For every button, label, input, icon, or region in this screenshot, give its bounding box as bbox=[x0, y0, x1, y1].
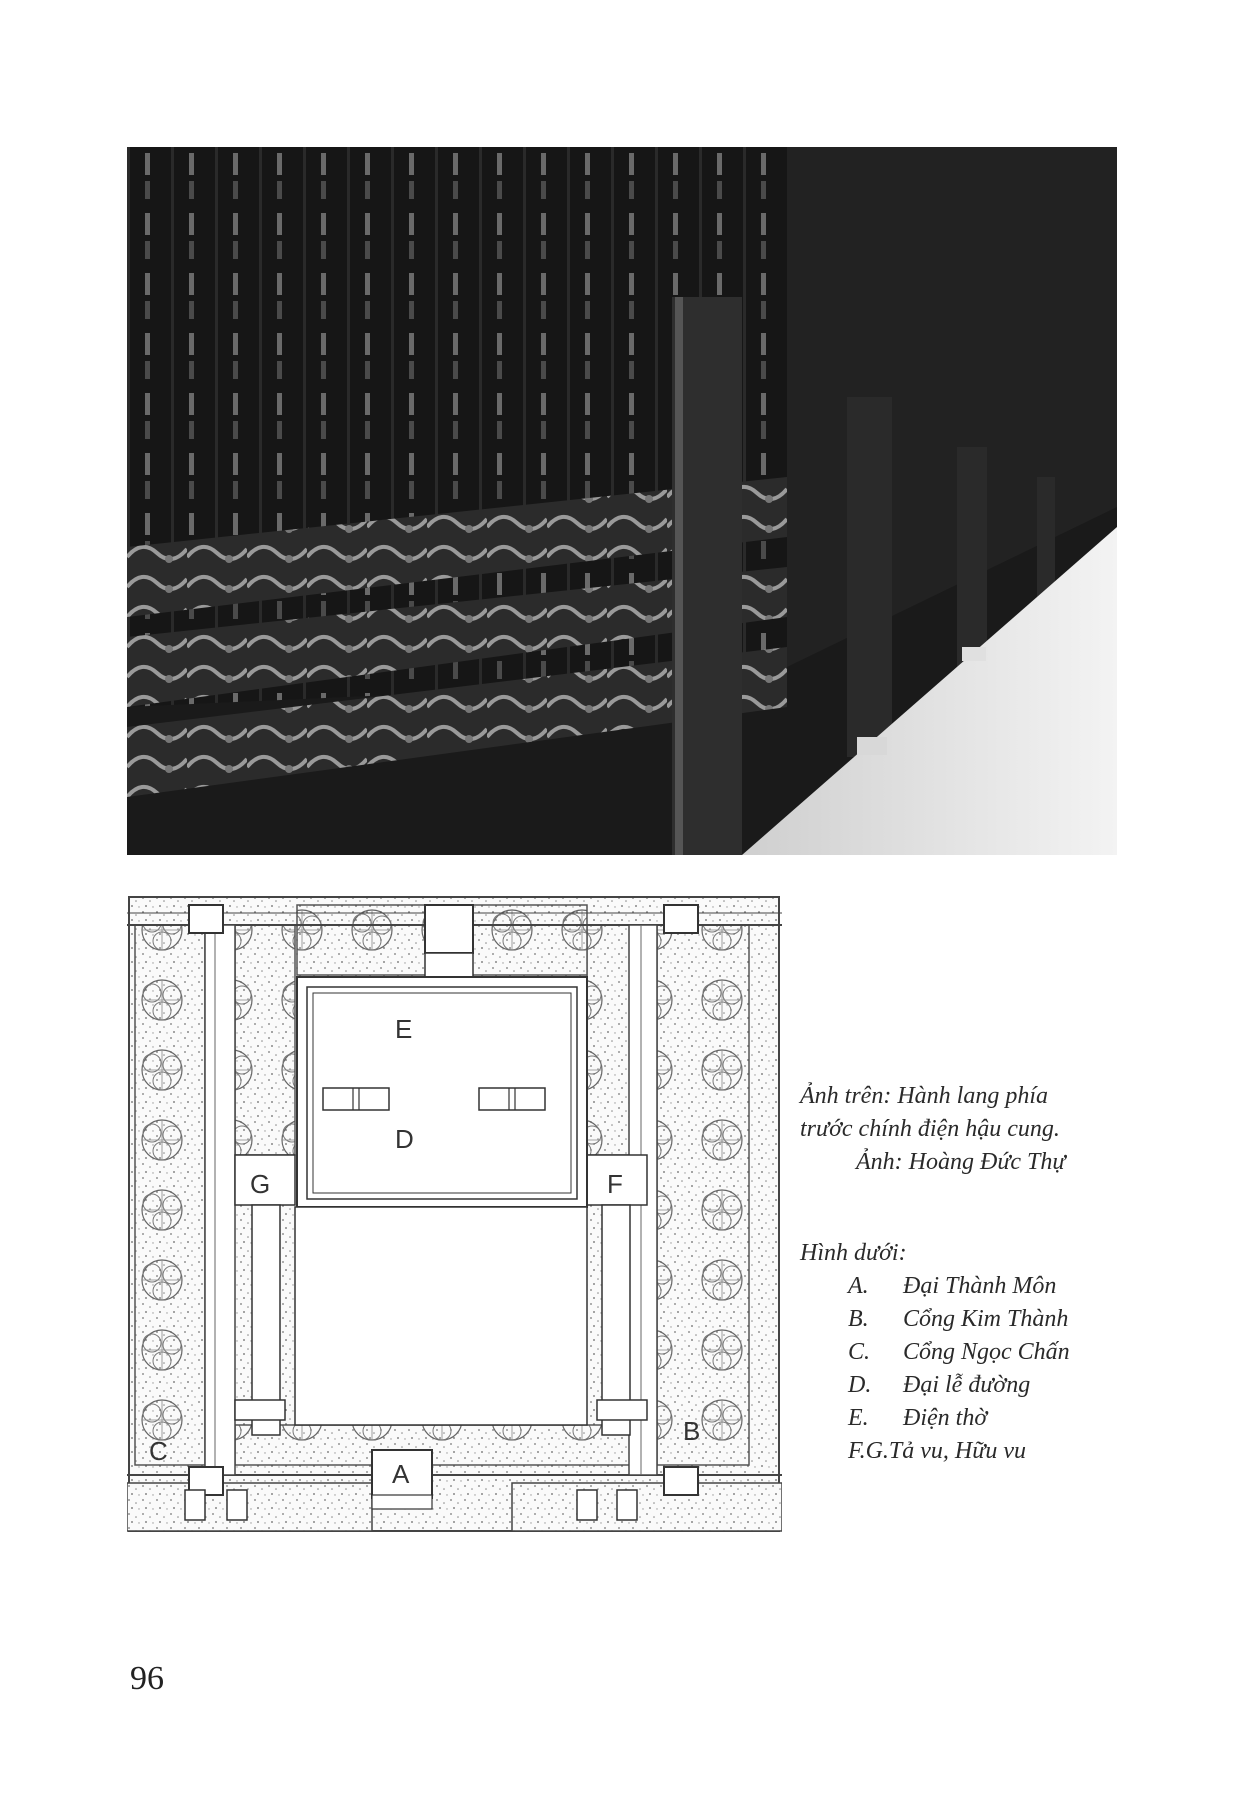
plan-label-f: F bbox=[607, 1169, 623, 1199]
caption-photo-credit: Ảnh: Hoàng Đức Thự bbox=[856, 1149, 1066, 1175]
plan-label-c: C bbox=[149, 1436, 168, 1466]
caption-photo-line-1: Ảnh trên: Hành lang phía bbox=[800, 1083, 1048, 1109]
legend-item bbox=[800, 1369, 1130, 1402]
legend-text: Cổng Ngọc Chấn bbox=[903, 1339, 1070, 1365]
legend-item bbox=[800, 1270, 1130, 1303]
legend-text: Đại lễ đường bbox=[903, 1372, 1031, 1398]
plan-label-b: B bbox=[683, 1416, 701, 1446]
plan-label-a: A bbox=[392, 1459, 410, 1489]
legend-key: A. bbox=[848, 1273, 869, 1299]
corridor-photo bbox=[127, 147, 1117, 855]
legend-text: Cổng Kim Thành bbox=[903, 1306, 1069, 1332]
legend-item bbox=[800, 1303, 1130, 1336]
legend-key: C. bbox=[848, 1339, 871, 1365]
legend-key: E. bbox=[848, 1405, 869, 1431]
legend-item bbox=[800, 1336, 1130, 1369]
caption-figure-heading: Hình dưới: bbox=[800, 1240, 907, 1266]
plan-label-e: E bbox=[395, 1014, 413, 1044]
plan-legend bbox=[800, 1270, 1130, 1468]
legend-text: Đại Thành Môn bbox=[903, 1273, 1057, 1299]
page-number: 96 bbox=[130, 1660, 164, 1697]
legend-item bbox=[800, 1402, 1130, 1435]
caption-photo-line-2: trước chính điện hậu cung. bbox=[800, 1116, 1060, 1142]
legend-item-fg: F.G.Tả vu, Hữu vu bbox=[848, 1438, 1026, 1464]
plan-label-g: G bbox=[250, 1169, 271, 1199]
figure-caption bbox=[800, 1080, 1130, 1468]
site-plan-svg bbox=[127, 895, 782, 1533]
site-plan-drawing bbox=[127, 895, 782, 1533]
legend-key: D. bbox=[848, 1372, 872, 1398]
legend-key: B. bbox=[848, 1306, 869, 1332]
ornate-wooden-corridor-photo bbox=[127, 147, 1117, 855]
plan-label-d: D bbox=[395, 1124, 414, 1154]
legend-text: Điện thờ bbox=[903, 1405, 988, 1431]
